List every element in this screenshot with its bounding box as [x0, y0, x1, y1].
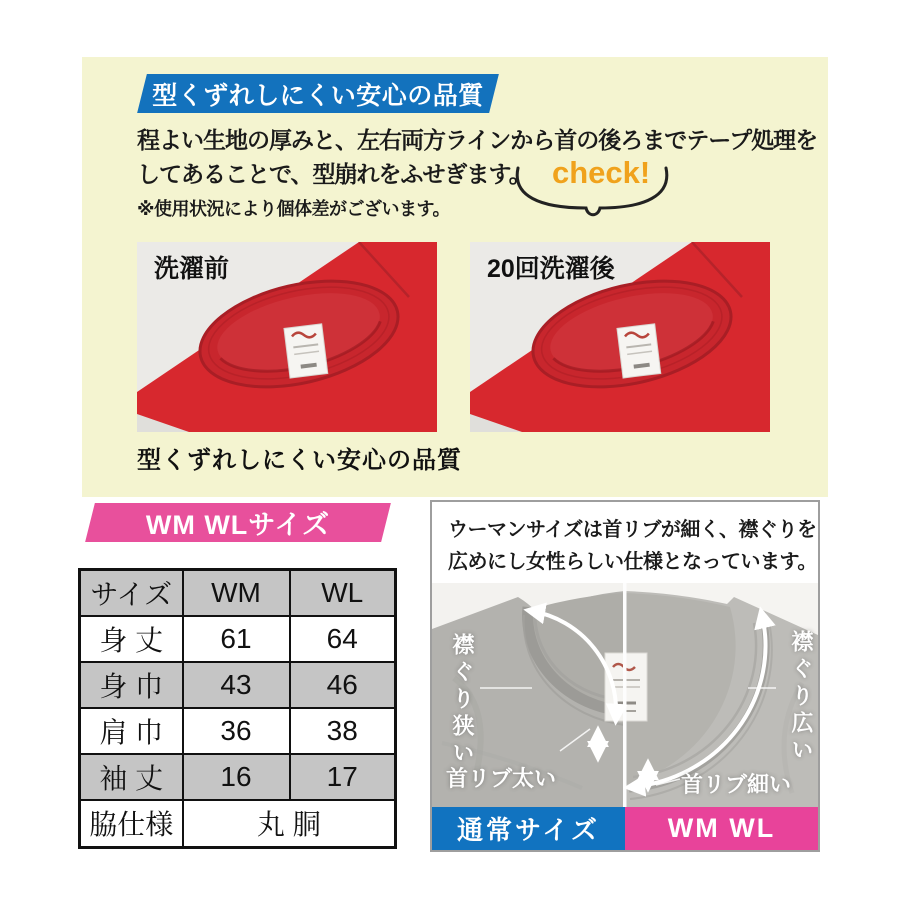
collar-note-left: 襟ぐり狭い — [450, 633, 475, 768]
photo-after-label: 20回洗濯後 — [487, 255, 615, 283]
woman-size-description-line1: ウーマンサイズは首リブが細く、襟ぐりを — [448, 519, 817, 541]
rib-note-left: 首リブ太い — [446, 766, 557, 791]
quality-banner — [142, 74, 494, 113]
size-table-header-size: サイズ — [80, 570, 183, 616]
size-table-cell: 46 — [290, 662, 396, 708]
size-table-cell: 38 — [290, 708, 396, 754]
size-table-row-label: 身 丈 — [80, 616, 183, 662]
quality-banner-label: 型くずれしにくい安心の品質 — [152, 81, 484, 110]
size-banner-label: WM WLサイズ — [145, 510, 331, 540]
size-table-cell: 17 — [290, 754, 396, 800]
check-callout-label: check! — [552, 155, 651, 190]
normal-size-bar-label: 通常サイズ — [457, 815, 600, 845]
size-table-cell: 43 — [183, 662, 290, 708]
wm-wl-bar-label: WM WL — [667, 813, 776, 843]
rib-note-right: 首リブ細い — [681, 772, 792, 797]
size-table-cell: 16 — [183, 754, 290, 800]
collar-note-right: 襟ぐり広い — [789, 630, 814, 765]
size-table-cell: 64 — [290, 616, 396, 662]
woman-size-description-line2: 広めにし女性らしい仕様となっています。 — [448, 551, 817, 573]
table-row — [80, 662, 396, 708]
size-table-cell: 36 — [183, 708, 290, 754]
size-table-cell: 61 — [183, 616, 290, 662]
quality-disclaimer: ※使用状況により個体差がございます。 — [137, 199, 451, 219]
size-table-spec-value: 丸 胴 — [183, 800, 396, 848]
normal-size-bar — [432, 807, 625, 850]
size-table-row-label: 肩 巾 — [80, 708, 183, 754]
check-brace-icon — [510, 162, 674, 220]
quality-description-line2: してあることで、型崩れをふせぎます。 — [137, 161, 531, 187]
comparison-divider — [623, 583, 627, 807]
size-table-header-wl: WL — [290, 570, 396, 616]
size-table-header-row — [80, 570, 396, 616]
photo-before-label: 洗濯前 — [154, 255, 230, 283]
size-table-header-wm: WM — [183, 570, 290, 616]
size-table-row-label: 身 巾 — [80, 662, 183, 708]
quality-description-line1: 程よい生地の厚みと、左右両方ラインから首の後ろまでテープ処理を — [137, 127, 818, 153]
photo-before-washing — [137, 242, 437, 432]
size-banner — [90, 503, 386, 542]
wm-wl-bar — [625, 807, 818, 850]
table-row — [80, 616, 396, 662]
table-row — [80, 754, 396, 800]
size-table — [78, 568, 397, 849]
size-table-row-label: 脇仕様 — [80, 800, 183, 848]
table-row — [80, 800, 396, 848]
quality-caption: 型くずれしにくい安心の品質 — [137, 447, 462, 474]
table-row — [80, 708, 396, 754]
photo-after-washing — [470, 242, 770, 432]
size-table-row-label: 袖 丈 — [80, 754, 183, 800]
